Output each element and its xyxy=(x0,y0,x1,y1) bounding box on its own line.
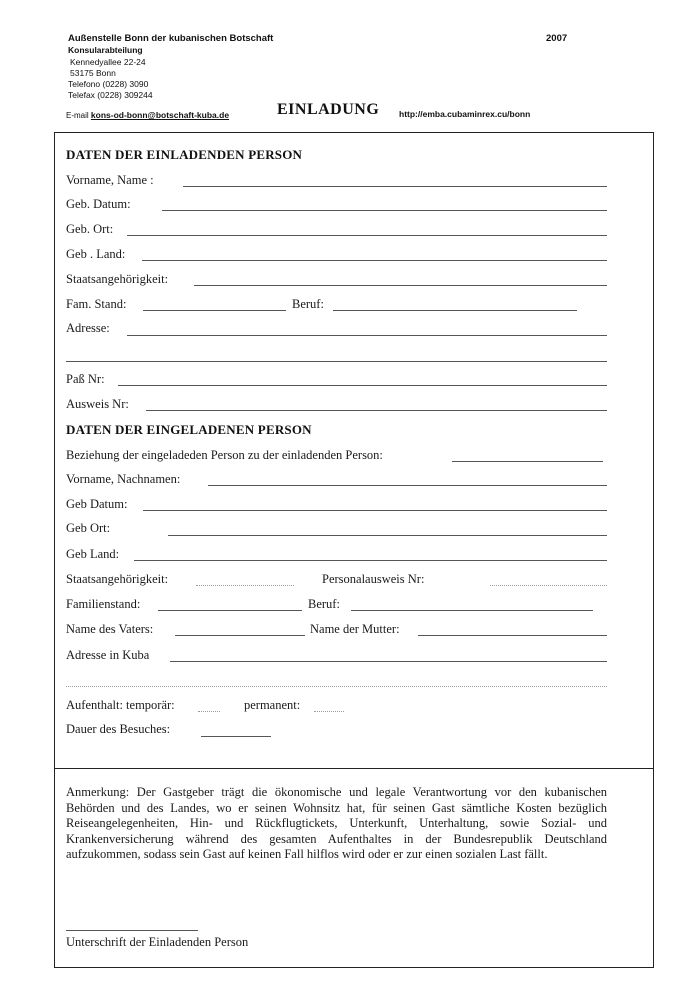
guest-citizenship-label: Staatsangehörigkeit: xyxy=(66,572,169,586)
guest-citizenship-field[interactable] xyxy=(196,585,294,586)
host-name-field[interactable] xyxy=(183,186,607,187)
guest-stay-temporary-label: Aufenthalt: temporär: xyxy=(66,698,175,712)
section-host-title: DATEN DER EINLADENDEN PERSON xyxy=(66,147,303,162)
host-citizenship-label: Staatsangehörigkeit: xyxy=(66,272,169,286)
host-passport-label: Paß Nr: xyxy=(66,372,105,386)
guest-duration-field[interactable] xyxy=(201,736,271,737)
embassy-name: Außenstelle Bonn der kubanischen Botschaft xyxy=(68,33,274,44)
guest-address-cuba-field-2[interactable] xyxy=(66,686,607,687)
host-birth-date-label: Geb. Datum: xyxy=(66,197,131,211)
host-id-card-field[interactable] xyxy=(146,410,607,411)
liability-note: Anmerkung: Der Gastgeber trägt die ökonomische und legale Verantwortung vor den kubanischen Behörden und des Landes, wo er seinen Wohnsitz hat, für seinen Gast sämtliche Kosten bezüglich Reiseangelegenheiten, Hin- und Rückflugtickets, Unterkunft, Unterhaltung, sowie Sozial- und Krankenversicherung während des gesamten Aufenthaltes in der Bundesrepublik Deutschland aufzukommen, sodass sein Gast auf keinen Fall hilflos wird oder er zur einen sozialen Last fällt. xyxy=(66,785,607,861)
host-address-field[interactable] xyxy=(127,335,607,336)
email-label: E-mail xyxy=(66,111,89,120)
host-birth-country-field[interactable] xyxy=(142,260,607,261)
host-id-card-label: Ausweis Nr: xyxy=(66,397,129,411)
guest-birth-place-field[interactable] xyxy=(168,535,607,536)
host-passport-field[interactable] xyxy=(118,385,607,386)
host-citizenship-field[interactable] xyxy=(194,285,607,286)
fax-number: Telefax (0228) 309244 xyxy=(68,90,153,100)
host-profession-field[interactable] xyxy=(333,310,577,311)
guest-birth-date-label: Geb Datum: xyxy=(66,497,128,511)
guest-relation-field[interactable] xyxy=(452,461,603,462)
department: Konsularabteilung xyxy=(68,45,143,55)
guest-id-card-field[interactable] xyxy=(490,585,607,586)
guest-duration-label: Dauer des Besuches: xyxy=(66,722,171,736)
guest-birth-date-field[interactable] xyxy=(143,510,607,511)
host-marital-status-field[interactable] xyxy=(143,310,286,311)
guest-id-card-label: Personalausweis Nr: xyxy=(322,572,425,586)
guest-relation-label: Beziehung der eingeladeden Person zu der einladenden Person: xyxy=(66,448,383,462)
guest-stay-permanent-field[interactable] xyxy=(314,711,344,712)
host-marital-status-label: Fam. Stand: xyxy=(66,297,127,311)
guest-birth-country-field[interactable] xyxy=(134,560,607,561)
guest-birth-place-label: Geb Ort: xyxy=(66,521,111,535)
guest-profession-field[interactable] xyxy=(351,610,593,611)
guest-father-name-label: Name des Vaters: xyxy=(66,622,154,636)
guest-mother-name-label: Name der Mutter: xyxy=(310,622,400,636)
guest-marital-status-field[interactable] xyxy=(158,610,302,611)
guest-birth-country-label: Geb Land: xyxy=(66,547,120,561)
street-address: Kennedyallee 22-24 xyxy=(70,57,146,67)
host-birth-country-label: Geb . Land: xyxy=(66,247,126,261)
host-profession-label: Beruf: xyxy=(292,297,324,311)
guest-profession-label: Beruf: xyxy=(308,597,340,611)
guest-mother-name-field[interactable] xyxy=(418,635,607,636)
host-birth-place-label: Geb. Ort: xyxy=(66,222,114,236)
guest-marital-status-label: Familienstand: xyxy=(66,597,141,611)
city-address: 53175 Bonn xyxy=(70,68,116,78)
guest-names-label: Vorname, Nachnamen: xyxy=(66,472,181,486)
host-birth-place-field[interactable] xyxy=(127,235,607,236)
guest-stay-temporary-field[interactable] xyxy=(198,711,220,712)
page-title: EINLADUNG xyxy=(277,101,380,118)
email-row xyxy=(66,110,229,122)
form-year: 2007 xyxy=(546,33,568,44)
guest-stay-permanent-label: permanent: xyxy=(244,698,301,712)
signature-field[interactable] xyxy=(66,930,198,931)
host-birth-date-field[interactable] xyxy=(162,210,607,211)
guest-father-name-field[interactable] xyxy=(175,635,305,636)
host-address-field-2[interactable] xyxy=(66,361,607,362)
signature-label: Unterschrift der Einladenden Person xyxy=(66,935,249,949)
guest-address-cuba-field[interactable] xyxy=(170,661,607,662)
section-guest-title: DATEN DER EINGELADENEN PERSON xyxy=(66,422,312,437)
phone-number: Telefono (0228) 3090 xyxy=(68,79,149,89)
website-link[interactable]: http://emba.cubaminrex.cu/bonn xyxy=(399,109,531,119)
guest-address-cuba-label: Adresse in Kuba xyxy=(66,648,150,662)
guest-names-field[interactable] xyxy=(208,485,607,486)
host-name-label: Vorname, Name : xyxy=(66,173,154,187)
email-link[interactable]: kons-od-bonn@botschaft-kuba.de xyxy=(90,110,230,120)
host-address-label: Adresse: xyxy=(66,321,110,335)
